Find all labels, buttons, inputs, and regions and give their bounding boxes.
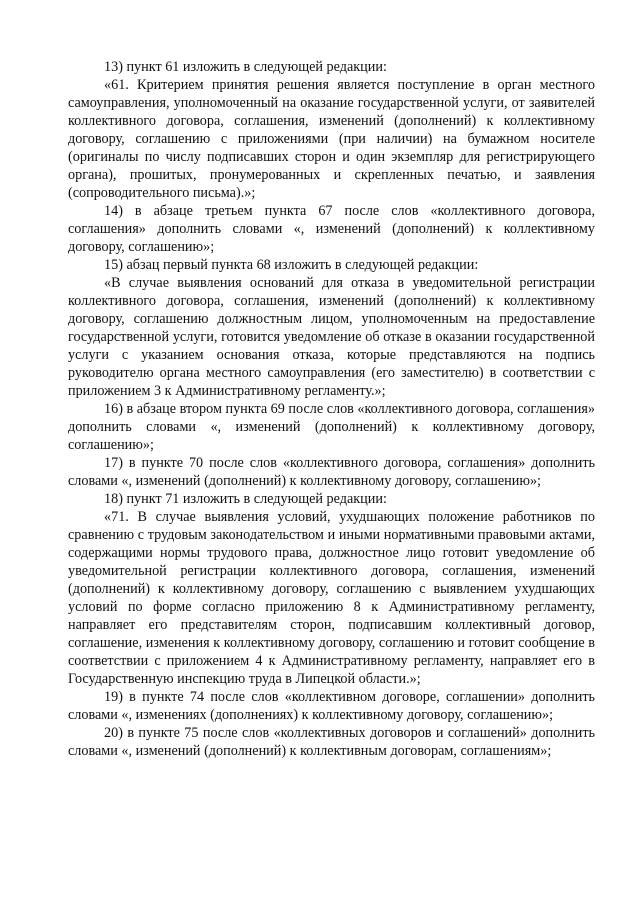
- paragraph-item-19: 19) в пункте 74 после слов «коллективном договоре, соглашении» дополнить словами «, изменениях (дополнениях) к коллективному договору, соглашению»;: [68, 689, 595, 723]
- paragraph-item-14: 14) в абзаце третьем пункта 67 после слов «коллективного договора, соглашения» дополнить словами «, изменений (дополнений) к коллективному договору, соглашению»;: [68, 203, 595, 255]
- paragraph-point-68-text: «В случае выявления оснований для отказа в уведомительной регистрации коллективного договора, соглашения, изменений (дополнений) к коллективному договору, соглашению должностным лицом, уполномоченным на предоставление государственной услуги, готовится уведомление об отказе в оказании государственной услуги с указанием основания отказа, которые представляются на подпись руководителю органа местного самоуправления (его заместителю) в соответствии с приложением 3 к Административному регламенту.»;: [68, 275, 595, 399]
- paragraph-item-17: 17) в пункте 70 после слов «коллективного договора, соглашения» дополнить словами «, изменений (дополнений) к коллективному договору, соглашению»;: [68, 455, 595, 489]
- paragraph-point-61-text: «61. Критерием принятия решения является поступление в орган местного самоуправления, уполномоченный на оказание государственной услуги, от заявителей коллективного договора, соглашения, изменений (дополнений) к коллективному договору, соглашению с приложениями (при наличии) на бумажном носителе (оригиналы по числу подписавших сторон и один экземпляр для регистрирующего органа), прошитых, пронумерованных и скрепленных печатью, и заявления (сопроводительного письма).»;: [68, 77, 595, 201]
- paragraph-item-13: 13) пункт 61 изложить в следующей редакции:: [104, 59, 387, 75]
- paragraph-item-16: 16) в абзаце втором пункта 69 после слов «коллективного договора, соглашения» дополнить словами «, изменений (дополнений) к коллективному договору, соглашению»;: [68, 401, 595, 453]
- paragraph-point-71-text: «71. В случае выявления условий, ухудшающих положение работников по сравнению с трудовым законодательством и иными нормативными правовыми актами, содержащими нормы трудового права, должностное лицо готовит уведомление об уведомительной регистрации коллективного договора, соглашения, изменений (дополнений) к коллективному договору, соглашению с выявлением ухудшающих условий по форме согласно приложению 8 к Административному регламенту, направляет его представителям сторон, подписавшим коллективный договор, соглашение, изменения к коллективному договору, соглашению и готовит сообщение в соответствии с приложением 4 к Административному регламенту, направляет его в Государственную инспекцию труда в Липецкой области.»;: [68, 509, 595, 687]
- document-page: [68, 58, 595, 760]
- paragraph-item-15: 15) абзац первый пункта 68 изложить в следующей редакции:: [104, 257, 479, 273]
- paragraph-item-18: 18) пункт 71 изложить в следующей редакции:: [104, 491, 387, 507]
- paragraph-item-20: 20) в пункте 75 после слов «коллективных договоров и соглашений» дополнить словами «, изменений (дополнений) к коллективным договорам, соглашениям»;: [68, 725, 595, 759]
